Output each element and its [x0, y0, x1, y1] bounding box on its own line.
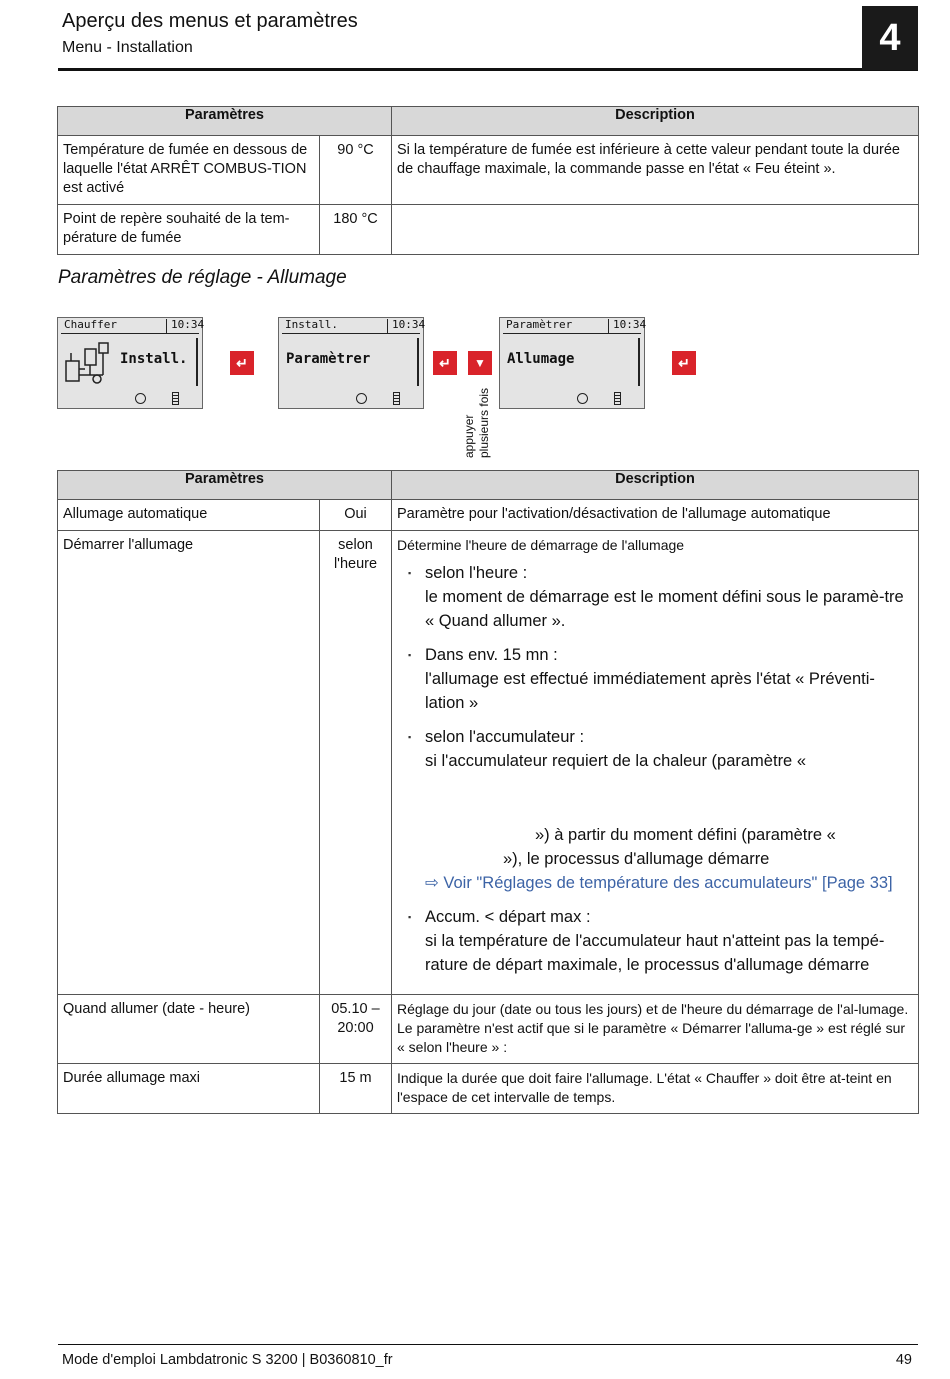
parameters-table-2: [57, 470, 919, 1114]
page-reference-link[interactable]: ⇨ Voir "Réglages de température des accumulateurs" [Page 33]: [425, 874, 893, 892]
chapter-number: 4: [862, 6, 918, 70]
screen-time: 10:34: [171, 318, 205, 331]
parameters-table-1: [57, 106, 919, 255]
table-row: [58, 531, 919, 995]
param-description: Si la température de fumée est inférieure à cette valeur pendant toute la durée de chauffage maximale, la commande passe en l'état « Feu éteint ».: [392, 136, 919, 205]
screen-menu-label: Allumage: [507, 351, 575, 367]
display-screen-parametrer: [499, 317, 645, 409]
param-description: [392, 531, 919, 995]
screen-header: Install.: [285, 318, 338, 331]
param-name: Démarrer l'allumage: [58, 531, 320, 995]
storage-tank-icon: [393, 392, 400, 405]
clock-icon: [135, 393, 146, 404]
screen-time: 10:34: [392, 318, 426, 331]
screen-header: Chauffer: [64, 318, 117, 331]
press-several-times-label: appuyer plusieurs fois: [462, 387, 491, 458]
screen-time: 10:34: [613, 318, 647, 331]
param-value: selon l'heure: [320, 531, 392, 995]
param-description: [392, 205, 919, 255]
header-subtitle: Menu - Installation: [62, 39, 193, 56]
options-list: [397, 561, 913, 977]
clock-icon: [577, 393, 588, 404]
enter-key-icon: ↵: [672, 351, 696, 375]
param-description: Paramètre pour l'activation/désactivation de l'allumage automatique: [392, 500, 919, 531]
table-row: [58, 500, 919, 531]
table-row: [58, 1064, 919, 1114]
param-value: 15 m: [320, 1064, 392, 1114]
display-screen-install: [278, 317, 424, 409]
enter-key-icon: ↵: [230, 351, 254, 375]
section-title: Paramètres de réglage - Allumage: [58, 267, 347, 288]
param-description: Indique la durée que doit faire l'allumage. L'état « Chauffer » doit être at-teint en l'espace de cet intervalle de temps.: [392, 1064, 919, 1114]
col-header-params: Paramètres: [58, 107, 392, 136]
param-value: 90 °C: [320, 136, 392, 205]
down-arrow-key-icon: ▼: [468, 351, 492, 375]
param-name: Température de fumée en dessous de laquelle l'état ARRÊT COMBUS-TION est activé: [58, 136, 320, 205]
col-header-description: Description: [392, 471, 919, 500]
param-name: Durée allumage maxi: [58, 1064, 320, 1114]
storage-tank-icon: [614, 392, 621, 405]
display-screen-heating: [57, 317, 203, 409]
list-item: ▪ selon l'heure : le moment de démarrage est le moment défini sous le paramè-tre « Quand allumer ».: [425, 561, 913, 633]
storage-tank-icon: [172, 392, 179, 405]
footer-rule: [58, 1344, 918, 1345]
description-intro: Détermine l'heure de démarrage de l'allumage: [397, 537, 685, 553]
header-title: Aperçu des menus et paramètres: [62, 10, 358, 32]
screen-header: Paramètrer: [506, 318, 573, 331]
param-value: Oui: [320, 500, 392, 531]
table-row: [58, 205, 919, 255]
table-row: [58, 136, 919, 205]
enter-key-icon: ↵: [433, 351, 457, 375]
header-rule: [58, 68, 918, 71]
table-row: [58, 995, 919, 1064]
col-header-params: Paramètres: [58, 471, 392, 500]
param-value: 180 °C: [320, 205, 392, 255]
param-description: Réglage du jour (date ou tous les jours) et de l'heure du démarrage de l'al-lumage. Le paramètre n'est actif que si le paramètre « Démarrer l'alluma-ge » est réglé sur « selon l'heure » :: [392, 995, 919, 1064]
param-name: Allumage automatique: [58, 500, 320, 531]
footer-document-title: Mode d'emploi Lambdatronic S 3200 | B0360810_fr: [62, 1352, 393, 1368]
page-number: 49: [895, 1352, 912, 1368]
screen-menu-label: Install.: [120, 351, 188, 367]
col-header-description: Description: [392, 107, 919, 136]
param-name: Point de repère souhaité de la tem-pérature de fumée: [58, 205, 320, 255]
list-item: ▪ Dans env. 15 mn : l'allumage est effectué immédiatement après l'état « Préventi-lation »: [425, 643, 913, 715]
param-value: 05.10 – 20:00: [320, 995, 392, 1064]
installation-diagram-icon: [63, 339, 115, 385]
clock-icon: [356, 393, 367, 404]
screen-menu-label: Paramètrer: [286, 351, 371, 367]
list-item: ▪ Accum. < départ max : si la température de l'accumulateur haut n'atteint pas la tempé-rature de départ maximale, le processus d'allumage démarre: [425, 905, 913, 977]
param-name: Quand allumer (date - heure): [58, 995, 320, 1064]
list-item: ▪ selon l'accumulateur : si l'accumulateur requiert de la chaleur (paramètre « ») à partir du moment défini (paramètre « »), le processus d'allumage démarre ⇨ Voir "Réglages de température des accumulateurs" [Page 33]: [425, 725, 913, 895]
